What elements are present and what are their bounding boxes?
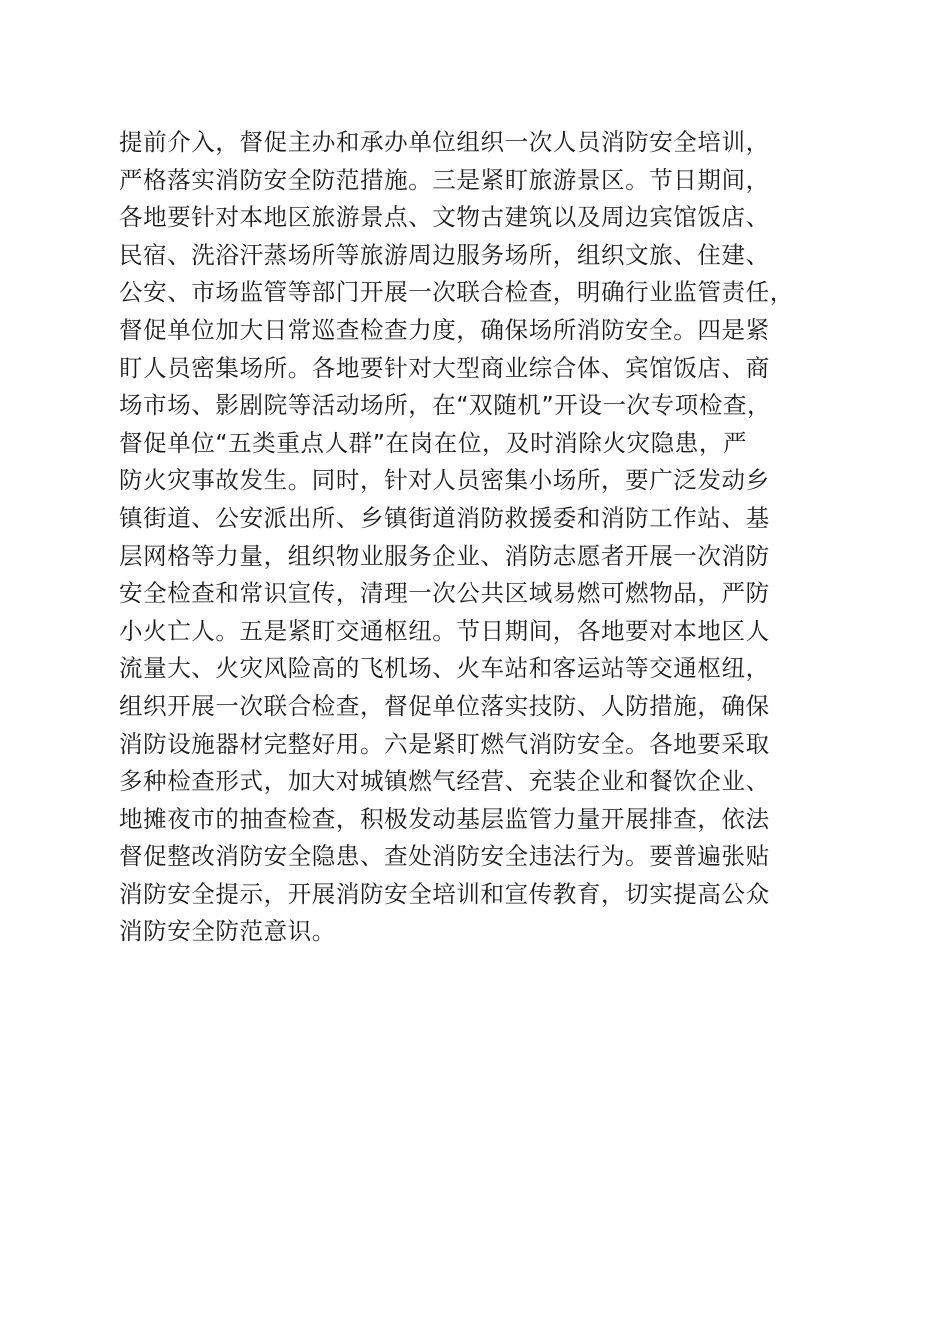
- paragraph-line: 场市场、影剧院等活动场所，在“双随机”开设一次专项检查，: [119, 391, 772, 420]
- paragraph-line: 盯人员密集场所。各地要针对大型商业综合体、宾馆饭店、商: [119, 353, 770, 382]
- paragraph-line: 民宿、洗浴汗蒸场所等旅游周边服务场所，组织文旅、住建、: [119, 240, 770, 269]
- paragraph-line: 消防安全提示，开展消防安全培训和宣传教育，切实提高公众: [119, 879, 770, 908]
- paragraph-line: 公安、市场监管等部门开展一次联合检查，明确行业监管责任，: [119, 278, 794, 307]
- paragraph-line: 安全检查和常识宣传，清理一次公共区域易燃可燃物品，严防: [119, 579, 770, 608]
- paragraph-line: 镇街道、公安派出所、乡镇街道消防救援委和消防工作站、基: [119, 503, 770, 532]
- paragraph-line: 层网格等力量，组织物业服务企业、消防志愿者开展一次消防: [119, 541, 770, 570]
- paragraph-line: 督促单位加大日常巡查检查力度，确保场所消防安全。四是紧: [119, 315, 770, 344]
- paragraph-line: 督促整改消防安全隐患、查处消防安全违法行为。要普遍张贴: [119, 842, 770, 871]
- paragraph-line: 组织开展一次联合检查，督促单位落实技防、人防措施，确保: [119, 691, 770, 720]
- paragraph-line: 督促单位“五类重点人群”在岗在位，及时消除火灾隐患，严: [119, 428, 748, 457]
- paragraph-line: 提前介入，督促主办和承办单位组织一次人员消防安全培训，: [119, 128, 770, 156]
- body-paragraph: [119, 124, 859, 951]
- paragraph-line: 小火亡人。五是紧盯交通枢纽。节日期间，各地要对本地区人: [119, 616, 770, 645]
- paragraph-line: 流量大、火灾风险高的飞机场、火车站和客运站等交通枢纽，: [119, 654, 770, 683]
- paragraph-line: 严格落实消防安全防范措施。三是紧盯旅游景区。节日期间，: [119, 165, 770, 194]
- paragraph-line: 消防安全防范意识。: [119, 917, 336, 946]
- paragraph-line: 消防设施器材完整好用。六是紧盯燃气消防安全。各地要采取: [119, 729, 770, 758]
- paragraph-line: 防火灾事故发生。同时，针对人员密集小场所，要广泛发动乡: [119, 466, 770, 495]
- paragraph-line: 多种检查形式，加大对城镇燃气经营、充装企业和餐饮企业、: [119, 767, 770, 796]
- paragraph-line: 各地要针对本地区旅游景点、文物古建筑以及周边宾馆饭店、: [119, 203, 770, 232]
- paragraph-line: 地摊夜市的抽查检查，积极发动基层监管力量开展排查，依法: [119, 804, 770, 833]
